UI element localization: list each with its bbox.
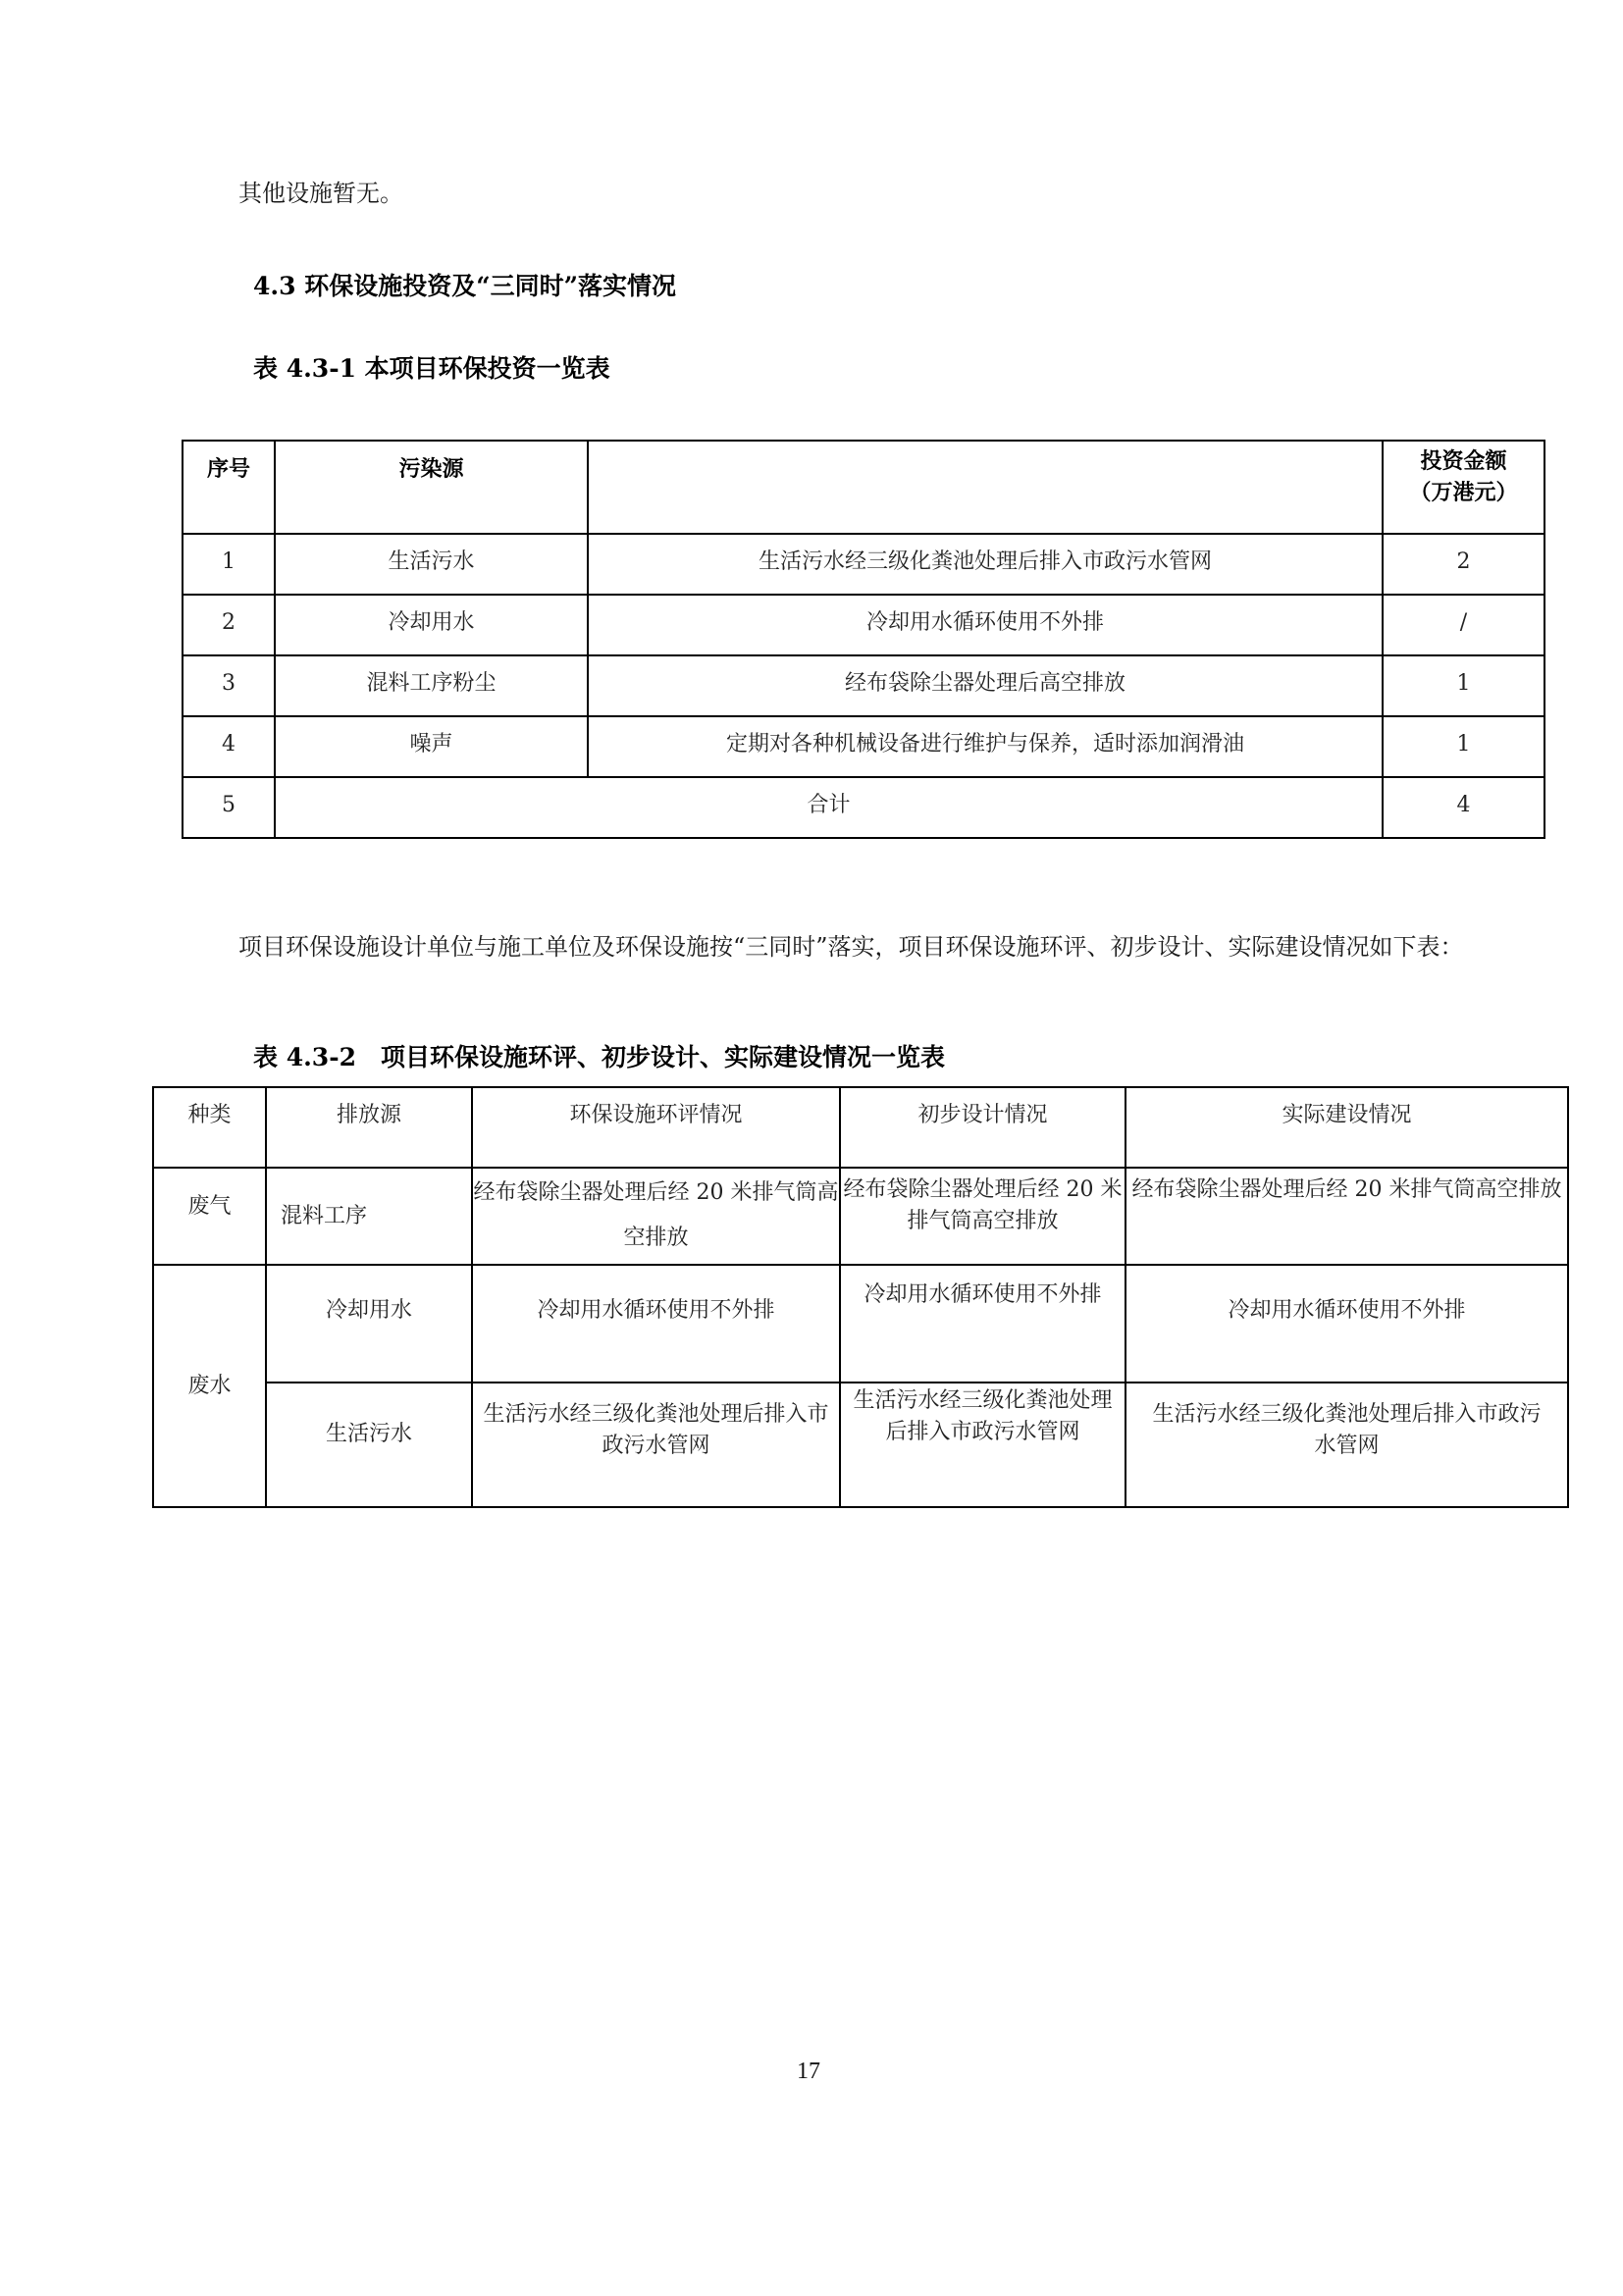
cell-design: 经布袋除尘器处理后经 20 米排气筒高空排放 — [840, 1168, 1126, 1265]
cell-eia: 生活污水经三级化粪池处理后排入市政污水管网 — [472, 1383, 840, 1507]
cell-source: 冷却用水 — [266, 1265, 472, 1383]
cell-design: 冷却用水循环使用不外排 — [840, 1265, 1126, 1383]
cell-source: 冷却用水 — [275, 595, 588, 655]
cell-total-amount: 4 — [1383, 777, 1544, 838]
cell-amount: 2 — [1383, 534, 1544, 595]
cell-actual: 冷却用水循环使用不外排 — [1126, 1265, 1568, 1383]
cell-measure: 经布袋除尘器处理后高空排放 — [588, 655, 1383, 716]
total-row — [183, 777, 1544, 838]
header-eia: 环保设施环评情况 — [472, 1087, 840, 1168]
cell-source: 混料工序粉尘 — [275, 655, 588, 716]
cell-amount: 1 — [1383, 716, 1544, 777]
table-row — [153, 1168, 1568, 1265]
cell-source: 混料工序 — [266, 1168, 472, 1265]
cell-no: 4 — [183, 716, 275, 777]
header-measure — [588, 441, 1383, 534]
cell-no: 1 — [183, 534, 275, 595]
table2-caption: 表 4.3-2 项目环保设施环评、初步设计、实际建设情况一览表 — [253, 1043, 945, 1071]
cell-amount: 1 — [1383, 655, 1544, 716]
cell-source: 生活污水 — [266, 1383, 472, 1507]
table-header-row — [183, 441, 1544, 534]
header-source: 污染源 — [275, 441, 588, 534]
header-amount-line2: （万港元） — [1409, 480, 1518, 505]
cell-source: 噪声 — [275, 716, 588, 777]
table-row — [183, 655, 1544, 716]
table-row — [183, 716, 1544, 777]
cell-design: 生活污水经三级化粪池处理后排入市政污水管网 — [840, 1383, 1126, 1507]
cell-measure: 定期对各种机械设备进行维护与保养，适时添加润滑油 — [588, 716, 1383, 777]
table1-caption: 表 4.3-1 本项目环保投资一览表 — [253, 354, 610, 383]
page-number: 17 — [797, 2059, 820, 2084]
cell-actual: 生活污水经三级化粪池处理后排入市政污水管网 — [1126, 1383, 1568, 1507]
cell-no: 3 — [183, 655, 275, 716]
header-design: 初步设计情况 — [840, 1087, 1126, 1168]
cell-no: 5 — [183, 777, 275, 838]
table-row — [153, 1265, 1568, 1383]
cell-total-label: 合计 — [275, 777, 1383, 838]
header-amount — [1383, 441, 1544, 534]
cell-actual: 经布袋除尘器处理后经 20 米排气筒高空排放 — [1126, 1168, 1568, 1265]
body-paragraph: 项目环保设施设计单位与施工单位及环保设施按“三同时”落实，项目环保设施环评、初步设计、实际建设情况如下表： — [238, 933, 1464, 961]
investment-table — [182, 440, 1545, 839]
table-row — [183, 534, 1544, 595]
three-simultaneous-table — [152, 1086, 1569, 1508]
cell-measure: 生活污水经三级化粪池处理后排入市政污水管网 — [588, 534, 1383, 595]
cell-category: 废水 — [153, 1265, 266, 1507]
header-no: 序号 — [183, 441, 275, 534]
intro-text: 其他设施暂无。 — [238, 180, 403, 207]
cell-amount: / — [1383, 595, 1544, 655]
table-header-row — [153, 1087, 1568, 1168]
header-actual: 实际建设情况 — [1126, 1087, 1568, 1168]
table-row — [183, 595, 1544, 655]
cell-category: 废气 — [153, 1168, 266, 1265]
header-source: 排放源 — [266, 1087, 472, 1168]
header-category: 种类 — [153, 1087, 266, 1168]
cell-eia: 经布袋除尘器处理后经 20 米排气筒高空排放 — [472, 1168, 840, 1265]
table-row — [153, 1383, 1568, 1507]
cell-no: 2 — [183, 595, 275, 655]
cell-source: 生活污水 — [275, 534, 588, 595]
cell-measure: 冷却用水循环使用不外排 — [588, 595, 1383, 655]
section-heading: 4.3 环保设施投资及“三同时”落实情况 — [253, 272, 676, 300]
header-amount-line1: 投资金额 — [1420, 448, 1507, 474]
cell-eia: 冷却用水循环使用不外排 — [472, 1265, 840, 1383]
